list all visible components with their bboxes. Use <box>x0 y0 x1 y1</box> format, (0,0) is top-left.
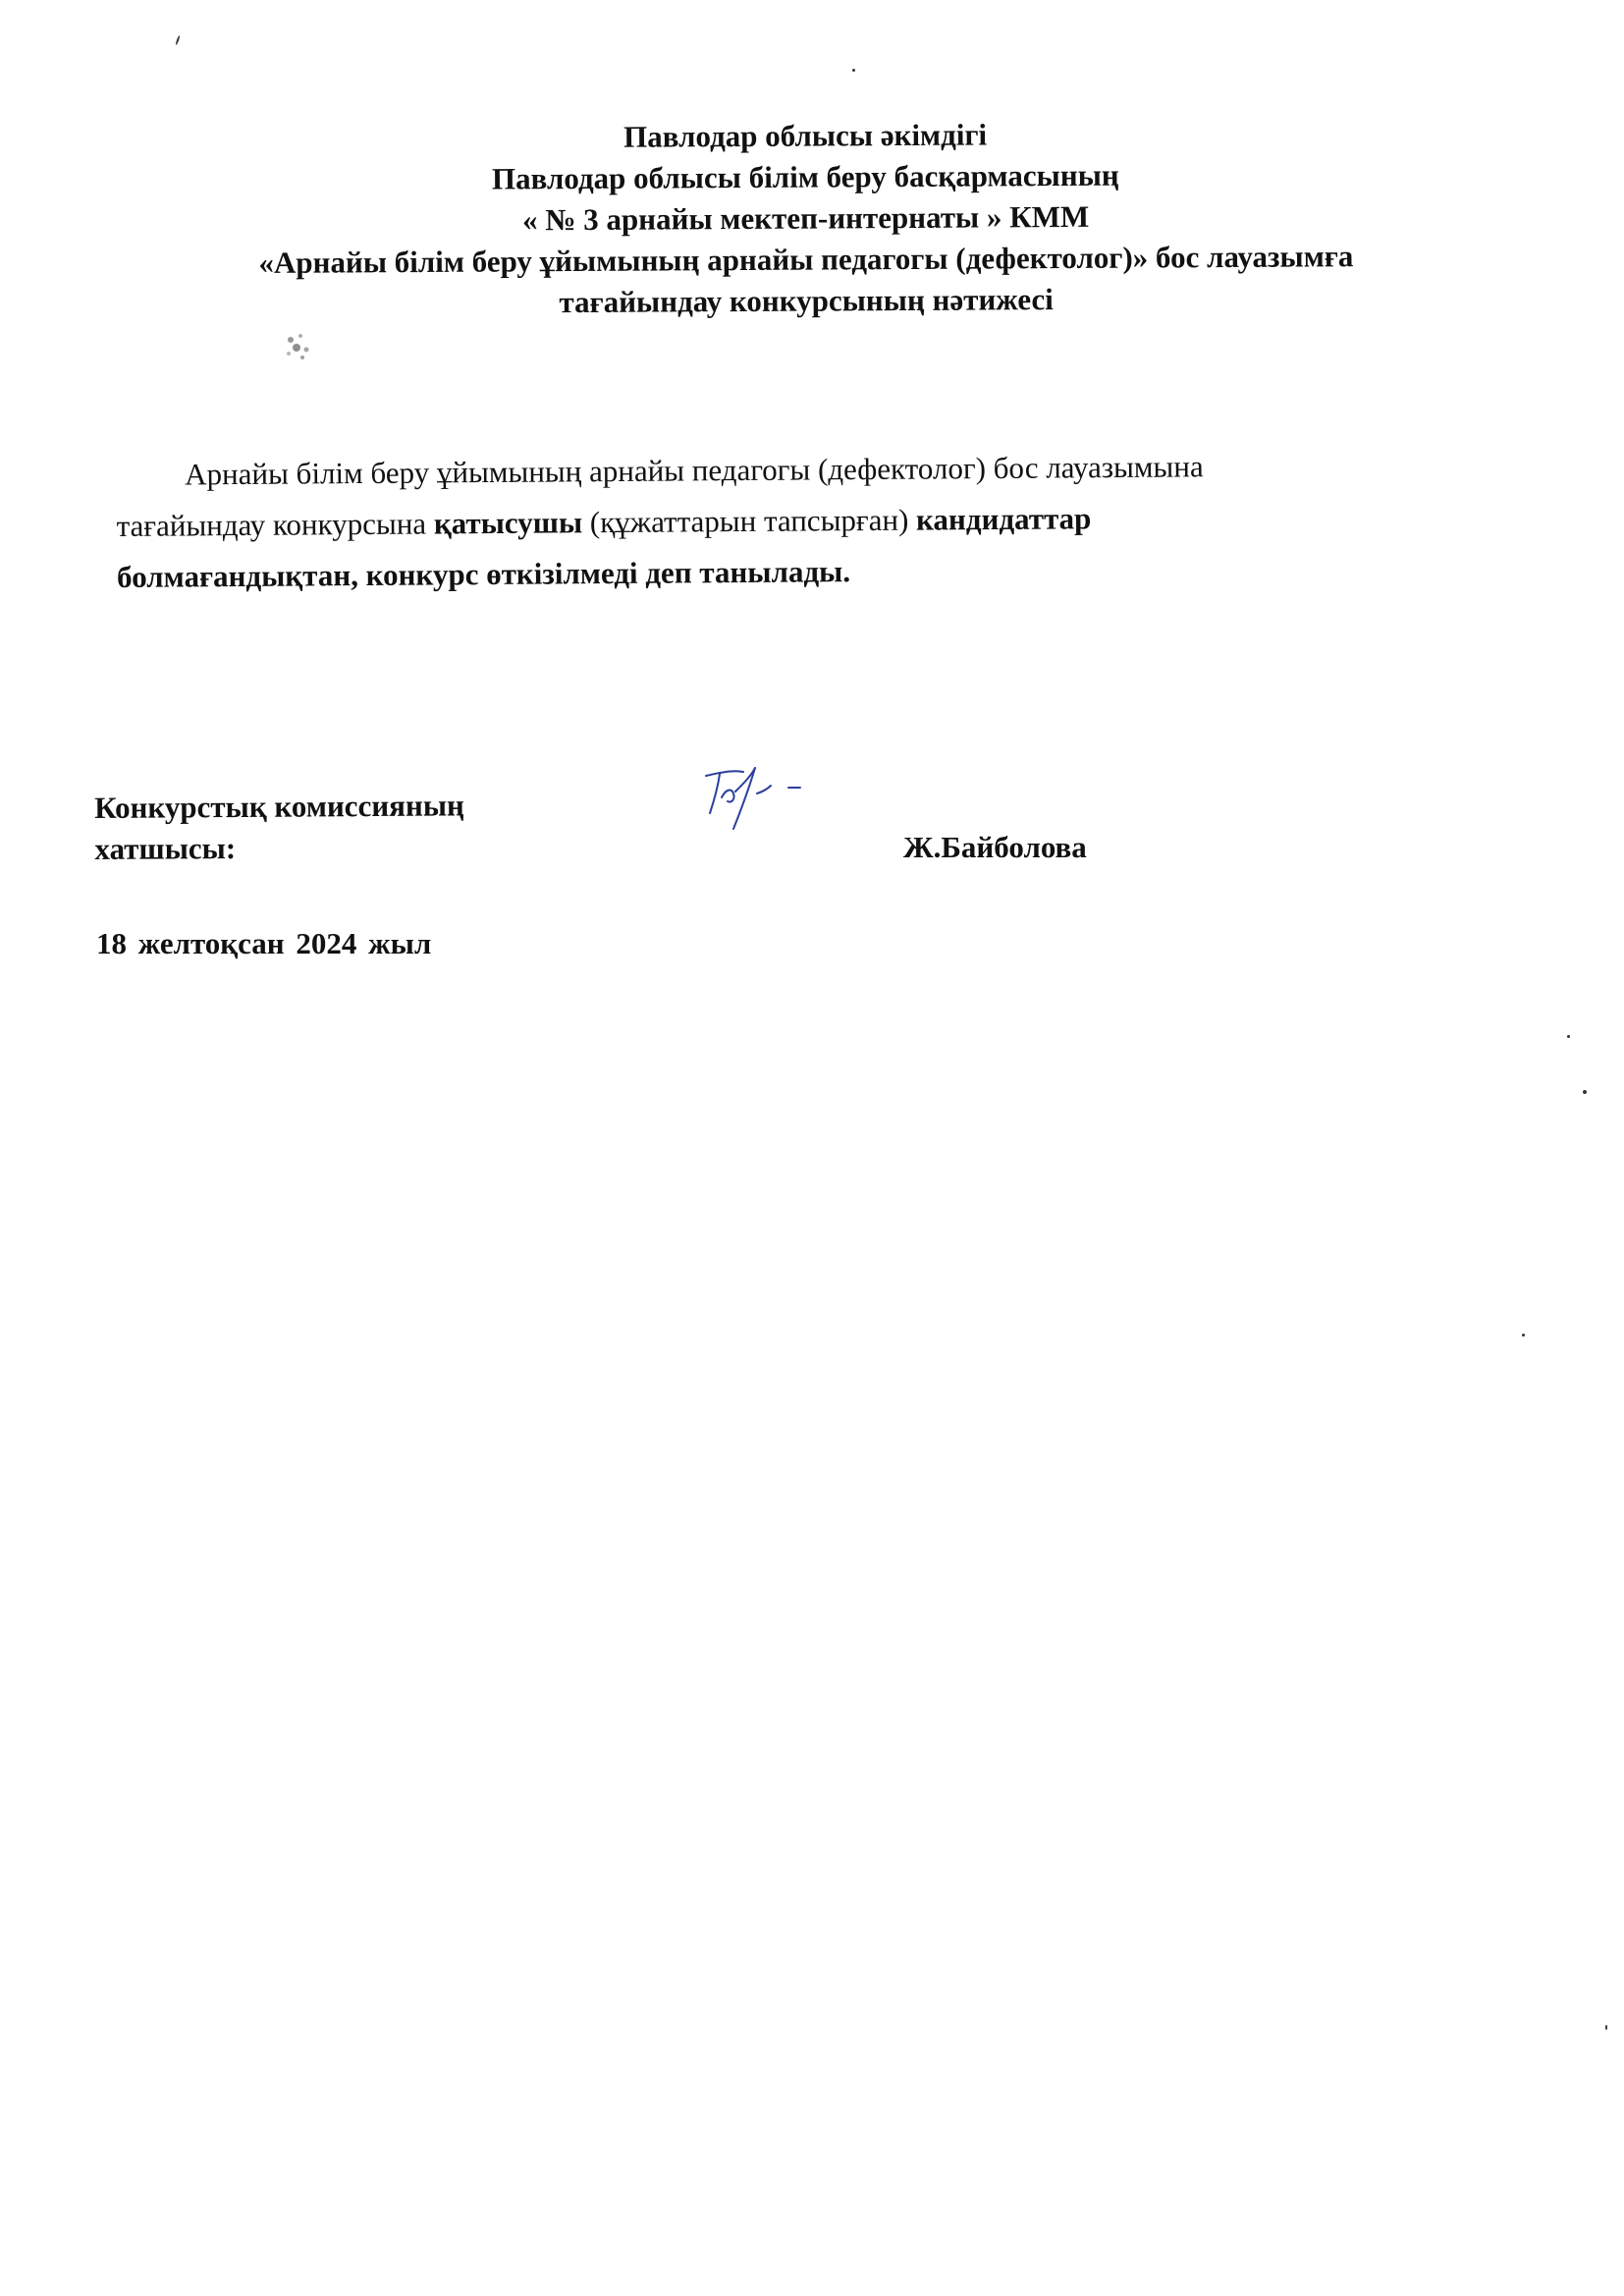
body-line-3: болмағандықтан, конкурс өткізілмеді деп танылады. <box>116 554 851 594</box>
header-line-position: «Арнайы білім беру ұйымының арнайы педагогы (дефектолог)» бос лауазымға <box>258 239 1354 281</box>
header-line-school: « № 3 арнайы мектеп-интернаты » КММ <box>521 198 1090 238</box>
header-line-title: тағайындау конкурсының нәтижесі <box>559 282 1054 320</box>
scan-speck <box>852 69 855 72</box>
handwritten-signature <box>692 758 820 847</box>
scan-speck <box>175 35 180 45</box>
body-line-2-part-a: тағайындау конкурсына <box>116 506 435 543</box>
signatory-role-line-2: хатшысы: <box>94 830 237 866</box>
signatory-role-line-1: Конкурстық комиссияның <box>94 788 464 825</box>
scan-speck <box>1583 1090 1587 1094</box>
scan-speck <box>1522 1334 1525 1337</box>
body-line-2-participant: қатысушы <box>433 505 583 541</box>
document-header <box>98 111 1513 326</box>
signatory-name: Ж.Байболова <box>903 830 1087 864</box>
header-line-akimat: Павлодар облысы әкімдігі <box>623 117 988 154</box>
body-line-2-candidates: кандидаттар <box>915 501 1092 537</box>
body-paragraph <box>116 439 1491 603</box>
scan-speck <box>1567 1035 1570 1038</box>
signatory-role <box>94 785 464 870</box>
body-line-2-part-c: (құжаттарын тапсырған) <box>581 502 917 540</box>
header-line-department: Павлодар облысы білім беру басқармасының <box>491 157 1119 196</box>
document-date: 18 желтоқсан 2024 жыл <box>96 926 432 960</box>
scan-speck <box>1605 2025 1607 2030</box>
body-line-1: Арнайы білім беру ұйымының арнайы педагогы (дефектолог) бос лауазымына <box>185 449 1204 492</box>
stamp-smudge <box>279 326 318 365</box>
